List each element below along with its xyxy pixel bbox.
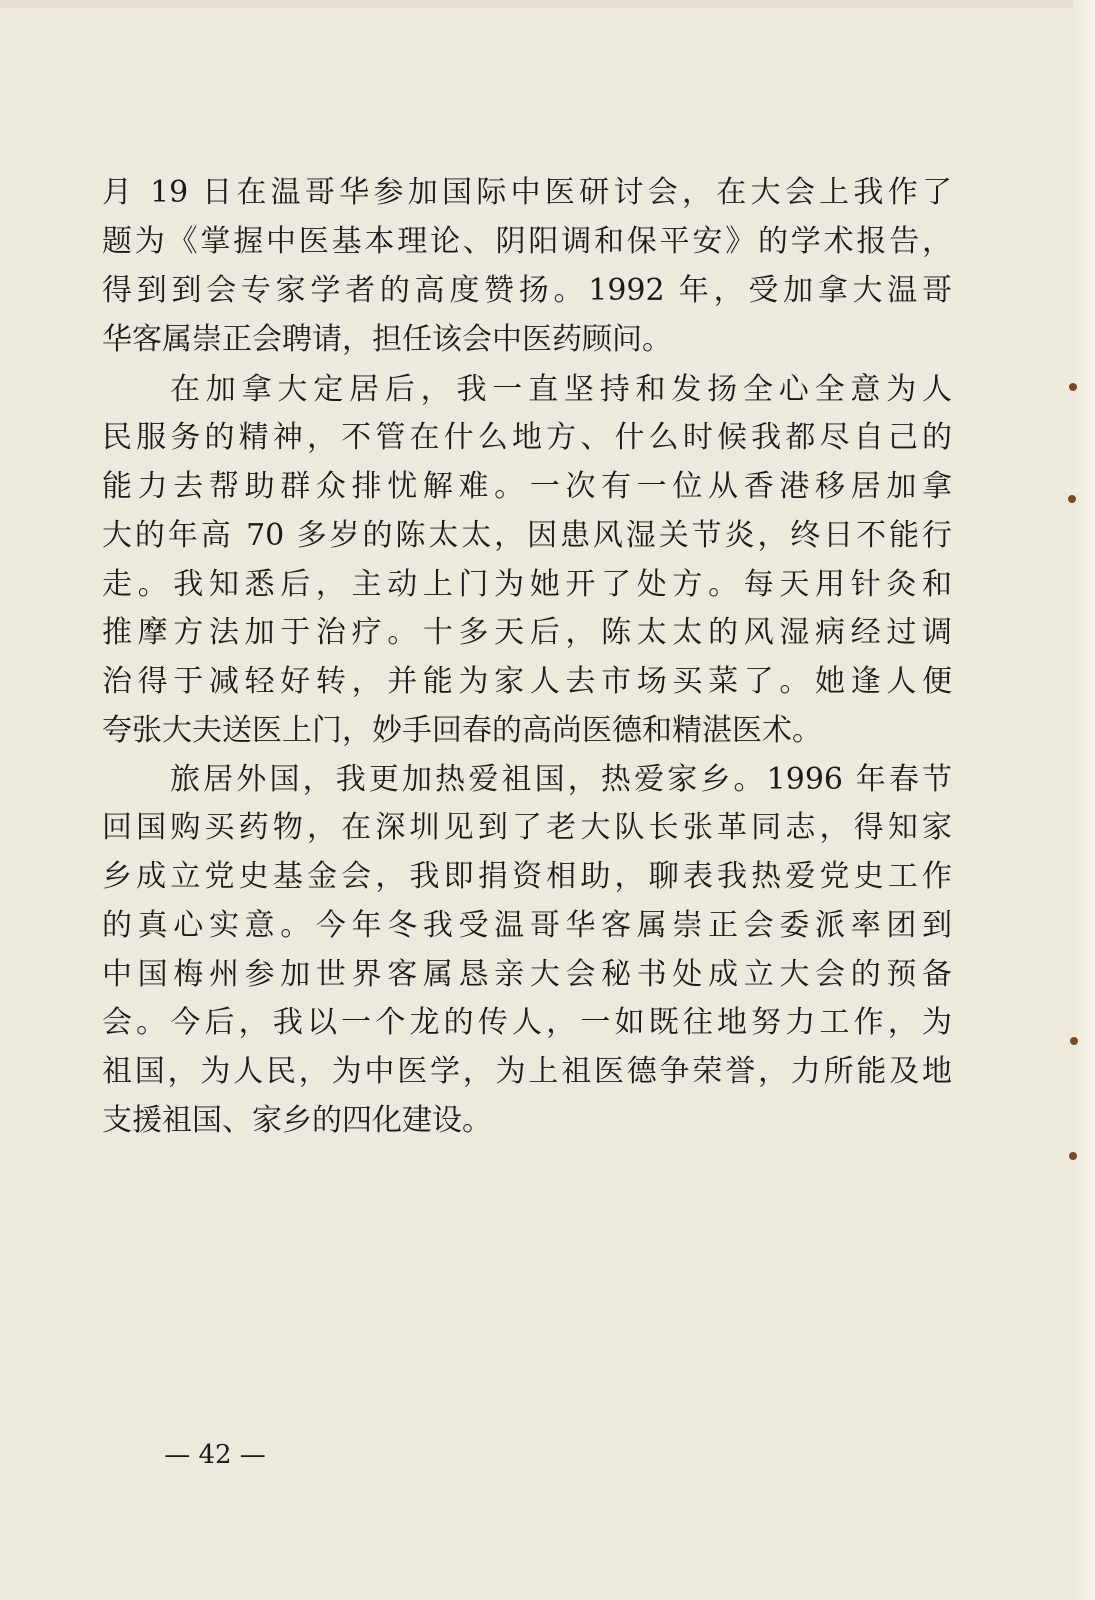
text-line: 民服务的精神，不管在什么地方、什么时候我都尽自己的: [102, 420, 952, 455]
scan-right-edge: [1073, 0, 1095, 1600]
text-line: 月 19 日在温哥华参加国际中医研讨会，在大会上我作了: [102, 175, 952, 210]
text-line: 中国梅州参加世界客属恳亲大会秘书处成立大会的预备: [102, 957, 952, 992]
scan-top-edge: [0, 0, 1095, 8]
text-line: 题为《掌握中医基本理论、阴阳调和保平安》的学术报告，: [102, 224, 952, 259]
text-line: 乡成立党史基金会，我即捐资相助，聊表我热爱党史工作: [102, 859, 952, 894]
text-line: 推摩方法加于治疗。十多天后，陈太太的风湿病经过调: [102, 615, 952, 650]
text-line: 华客属崇正会聘请，担任该会中医药顾问。: [102, 322, 672, 357]
text-line: 走。我知悉后，主动上门为她开了处方。每天用针灸和: [102, 567, 952, 602]
text-line: 能力去帮助群众排忧解难。一次有一位从香港移居加拿: [102, 469, 952, 504]
text-line: 回国购买药物，在深圳见到了老大队长张革同志，得知家: [102, 810, 952, 845]
text-line: 夸张大夫送医上门，妙手回春的高尚医德和精湛医术。: [102, 713, 822, 748]
text-line: 大的年高 70 多岁的陈太太，因患风湿关节炎，终日不能行: [102, 518, 952, 553]
text-line: 治得于减轻好转，并能为家人去市场买菜了。她逢人便: [102, 664, 952, 699]
text-line: 在加拿大定居后，我一直坚持和发扬全心全意为人: [170, 372, 952, 407]
text-line: 得到到会专家学者的高度赞扬。1992 年，受加拿大温哥: [102, 273, 952, 308]
binding-hole-mark: [1070, 1037, 1078, 1045]
binding-hole-mark: [1069, 383, 1077, 391]
binding-hole-mark: [1069, 1152, 1077, 1160]
page-number: — 42 —: [164, 1440, 266, 1470]
text-line: 支援祖国、家乡的四化建设。: [102, 1103, 492, 1138]
text-line: 旅居外国，我更加热爱祖国，热爱家乡。1996 年春节: [170, 762, 952, 797]
text-line: 祖国，为人民，为中医学，为上祖医德争荣誉，力所能及地: [102, 1054, 952, 1089]
text-line: 会。今后，我以一个龙的传人，一如既往地努力工作，为: [102, 1005, 952, 1040]
binding-hole-mark: [1068, 495, 1076, 503]
text-line: 的真心实意。今年冬我受温哥华客属崇正会委派率团到: [102, 908, 952, 943]
